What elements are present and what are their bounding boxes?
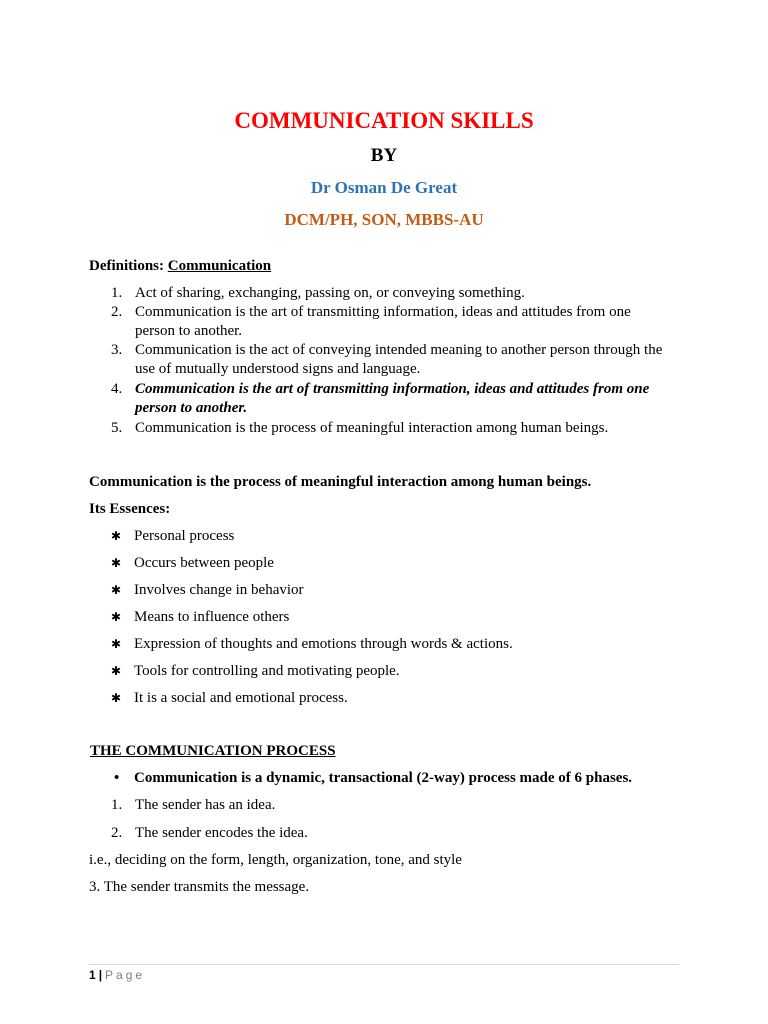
process-step <box>111 824 671 843</box>
process-note: i.e., deciding on the form, length, organization, tone, and style <box>89 852 462 868</box>
definition-item <box>111 341 671 379</box>
asterisk-bullet-icon: ✱ <box>111 610 122 624</box>
footer-divider <box>89 964 679 965</box>
page-number: 1 <box>89 968 96 982</box>
essence-item <box>111 662 400 681</box>
asterisk-bullet-icon: ✱ <box>111 583 122 597</box>
definition-text: Communication is the act of conveying intended meaning to another person through the use of mutually understood signs and language. <box>135 342 663 377</box>
definitions-label: Definitions: <box>89 258 168 274</box>
summary-statement: Communication is the process of meaningful interaction among human beings. <box>89 474 592 490</box>
definition-number: 3. <box>111 342 123 358</box>
essence-item <box>111 527 234 546</box>
essence-text: It is a social and emotional process. <box>134 690 348 706</box>
definition-item <box>111 380 671 418</box>
essence-text: Means to influence others <box>134 609 290 625</box>
process-step-number: 1. <box>111 797 123 813</box>
process-step-text: The sender encodes the idea. <box>135 825 308 841</box>
author-credentials: DCM/PH, SON, MBBS-AU <box>284 210 484 229</box>
essence-item <box>111 635 513 654</box>
footer-separator: | <box>98 968 103 982</box>
definition-text: Communication is the process of meaningful interaction among human beings. <box>135 420 609 436</box>
asterisk-bullet-icon: ✱ <box>111 556 122 570</box>
process-heading: THE COMMUNICATION PROCESS <box>90 743 336 759</box>
essence-item <box>111 581 304 600</box>
definition-text: Act of sharing, exchanging, passing on, or conveying something. <box>135 285 525 301</box>
definition-number: 1. <box>111 285 123 301</box>
process-step <box>111 796 671 815</box>
essence-item <box>111 554 274 573</box>
process-step-3: 3. The sender transmits the message. <box>89 879 310 895</box>
process-bullet <box>111 769 632 788</box>
definitions-heading <box>89 257 271 276</box>
definition-item <box>111 419 671 438</box>
asterisk-bullet-icon: ✱ <box>111 529 122 543</box>
essence-item <box>111 689 348 708</box>
definitions-term: Communication <box>167 258 272 274</box>
definition-text-emphasized: Communication is the art of transmitting information, ideas and attitudes from one person to another. <box>135 381 650 416</box>
process-step-number: 2. <box>111 825 123 841</box>
page-footer <box>89 968 145 982</box>
definition-item <box>111 284 671 303</box>
by-line: BY <box>370 145 398 166</box>
asterisk-bullet-icon: ✱ <box>111 691 122 705</box>
asterisk-bullet-icon: ✱ <box>111 664 122 678</box>
definition-number: 5. <box>111 420 123 436</box>
definition-text: Communication is the art of transmitting information, ideas and attitudes from one person to another. <box>135 304 631 339</box>
definition-item <box>111 303 671 341</box>
essence-text: Expression of thoughts and emotions through words & actions. <box>134 636 513 652</box>
process-bullet-text: Communication is a dynamic, transactional (2-way) process made of 6 phases. <box>134 770 633 786</box>
essence-text: Personal process <box>134 528 235 544</box>
document-title: COMMUNICATION SKILLS <box>234 108 534 133</box>
process-step-text: The sender has an idea. <box>135 797 276 813</box>
author-name: Dr Osman De Great <box>310 178 458 197</box>
essence-text: Involves change in behavior <box>134 582 304 598</box>
definition-number: 4. <box>111 381 123 397</box>
essences-heading: Its Essences: <box>89 501 171 517</box>
essence-text: Occurs between people <box>134 555 274 571</box>
bullet-dot-icon: • <box>114 770 120 786</box>
asterisk-bullet-icon: ✱ <box>111 637 122 651</box>
essence-text: Tools for controlling and motivating people. <box>134 663 400 679</box>
page-label: Page <box>105 968 146 982</box>
definition-number: 2. <box>111 304 123 320</box>
essence-item <box>111 608 289 627</box>
